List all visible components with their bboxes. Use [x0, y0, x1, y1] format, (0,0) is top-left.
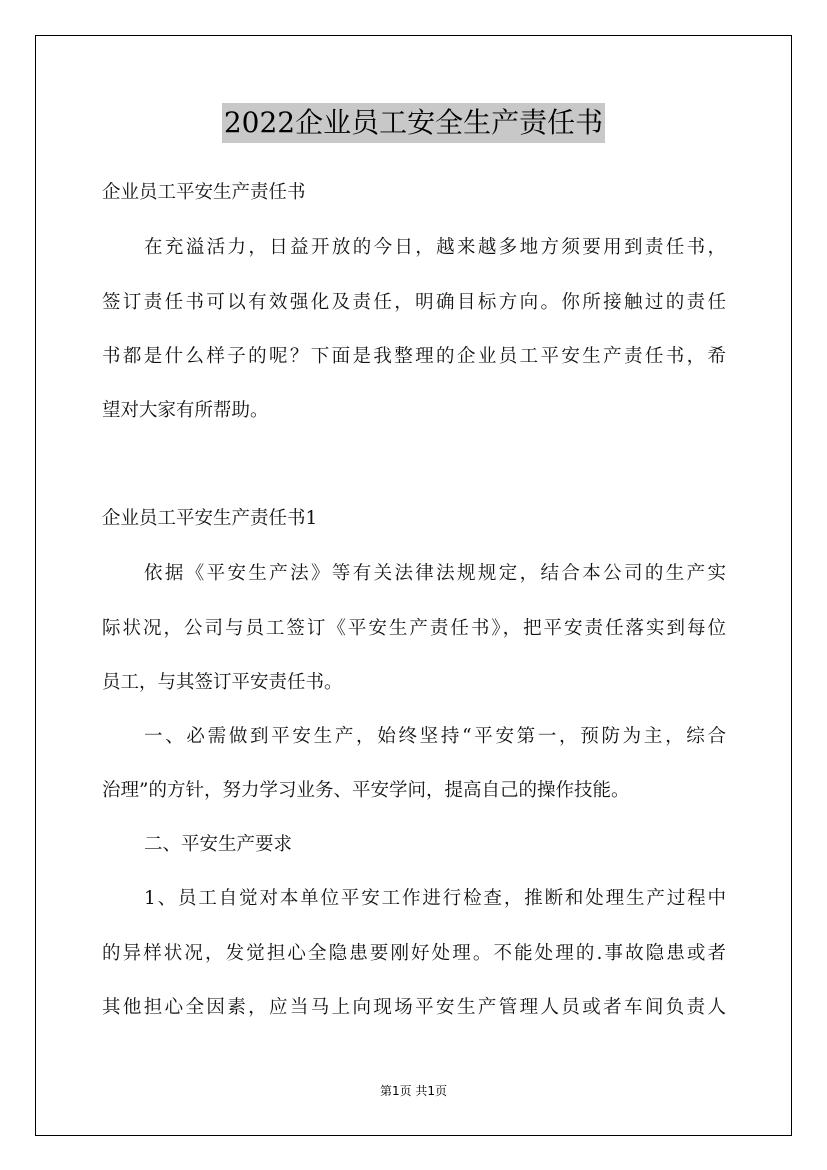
paragraph-line: 在充溢活力，日益开放的今日，越来越多地方须要用到责任书，	[144, 237, 726, 258]
paragraph-line: 其他担心全因素，应当马上向现场平安生产管理人员或者车间负责人	[102, 997, 726, 1018]
paragraph-line: 签订责任书可以有效强化及责任，明确目标方向。你所接触过的责任	[102, 292, 726, 313]
paragraph-line: 治理”的方针，努力学习业务、平安学问，提高自己的操作技能。	[102, 780, 630, 801]
paragraph-line: 的异样状况，发觉担心全隐患要刚好处理。不能处理的.事故隐患或者	[102, 943, 726, 964]
section-heading: 企业员工平安生产责任书1	[102, 508, 318, 529]
paragraph-line: 一、必需做到平安生产，始终坚持“平安第一，预防为主，综合	[144, 726, 726, 747]
paragraph-line: 员工，与其签订平安责任书。	[102, 672, 343, 693]
paragraph-line: 1、员工自觉对本单位平安工作进行检查，推断和处理生产过程中	[144, 888, 726, 909]
paragraph-line: 书都是什么样子的呢？下面是我整理的企业员工平安生产责任书，希	[102, 346, 726, 367]
section-heading: 企业员工平安生产责任书	[102, 182, 306, 203]
title-container	[0, 103, 827, 143]
document-title: 2022企业员工安全生产责任书	[222, 103, 605, 143]
paragraph-line: 际状况，公司与员工签订《平安生产责任书》，把平安责任落实到每位	[102, 618, 726, 639]
paragraph-line: 望对大家有所帮助。	[102, 400, 269, 421]
paragraph-line: 依据《平安生产法》等有关法律法规规定，结合本公司的生产实	[144, 563, 726, 584]
paragraph-line: 二、平安生产要求	[144, 834, 293, 855]
page-number: 第1页 共1页	[379, 1084, 448, 1098]
